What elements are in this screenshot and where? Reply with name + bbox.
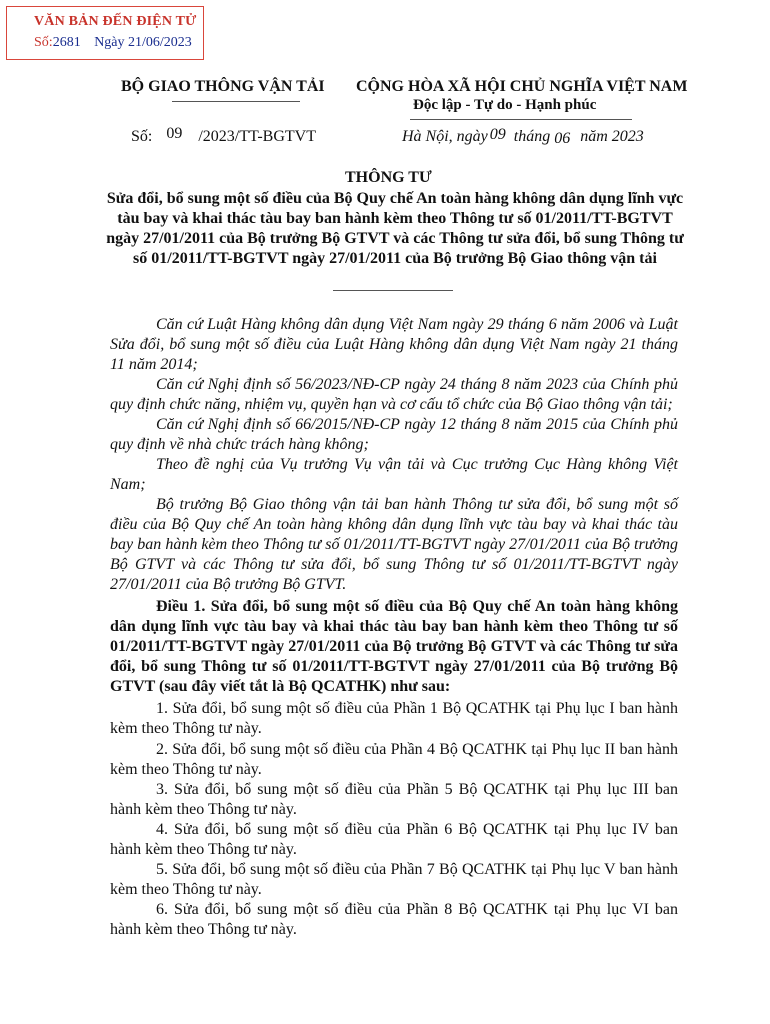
article-1-item: 4. Sửa đổi, bổ sung một số điều của Phần 6 Bộ QCATHK tại Phụ lục IV ban hành kèm theo Thông tư này. bbox=[110, 821, 678, 858]
document-number-label: Số: bbox=[131, 128, 153, 145]
preamble-clause: Theo đề nghị của Vụ trưởng Vụ vận tải và Cục trưởng Cục Hàng không Việt Nam; bbox=[110, 456, 678, 493]
preamble-clause: Căn cứ Nghị định số 66/2015/NĐ-CP ngày 12 tháng 8 năm 2015 của Chính phủ quy định về nhà chức trách hàng không; bbox=[110, 416, 678, 453]
document-type: THÔNG TƯ bbox=[345, 169, 432, 186]
national-title: CỘNG HÒA XÃ HỘI CHỦ NGHĨA VIỆT NAM bbox=[356, 78, 688, 95]
motto-underline bbox=[410, 119, 632, 120]
issue-month: 06 bbox=[554, 130, 571, 147]
document-number bbox=[131, 125, 316, 146]
preamble-clause: Bộ trưởng Bộ Giao thông vận tải ban hành Thông tư sửa đổi, bổ sung một số điều của Bộ Quy chế An toàn hàng không dân dụng lĩnh vực tàu bay và khai thác tàu bay ban hành kèm theo Thông tư số 01/2011/TT-BGTVT ngày 27/01/2011 của Bộ trưởng Bộ GTVT và các Thông tư sửa đổi, bổ sung Thông tư số 01/2011/TT-BGTVT ngày 27/01/2011 của Bộ trưởng Bộ GTVT. bbox=[110, 496, 678, 593]
document-number-value: 09 bbox=[166, 125, 183, 142]
stamp-date-group bbox=[94, 35, 192, 50]
document-number-suffix: /2023/TT-BGTVT bbox=[198, 128, 316, 145]
place-date-prefix: Hà Nội, ngày bbox=[402, 128, 488, 145]
article-1-item: 2. Sửa đổi, bổ sung một số điều của Phần 4 Bộ QCATHK tại Phụ lục II ban hành kèm theo Thông tư này. bbox=[110, 741, 678, 778]
article-1-item: 5. Sửa đổi, bổ sung một số điều của Phần 7 Bộ QCATHK tại Phụ lục V ban hành kèm theo Thông tư này. bbox=[110, 861, 678, 898]
issue-day: 09 bbox=[489, 126, 506, 143]
month-label: tháng bbox=[513, 128, 551, 145]
stamp-number-date bbox=[34, 35, 192, 51]
article-1-item: 1. Sửa đổi, bổ sung một số điều của Phần 1 Bộ QCATHK tại Phụ lục I ban hành kèm theo Thông tư này. bbox=[110, 700, 678, 737]
article-1-item: 6. Sửa đổi, bổ sung một số điều của Phần 8 Bộ QCATHK tại Phụ lục VI ban hành kèm theo Thông tư này. bbox=[110, 901, 678, 938]
article-1-heading: Điều 1. Sửa đổi, bổ sung một số điều của Bộ Quy chế An toàn hàng không dân dụng lĩnh vực tàu bay và khai thác tàu bay ban hành kèm theo Thông tư số 01/2011/TT-BGTVT ngày 27/01/2011 của Bộ trưởng Bộ GTVT và các Thông tư sửa đổi, bổ sung Thông tư số 01/2011/TT-BGTVT ngày 27/01/2011 của Bộ trưởng Bộ GTVT (sau đây viết tắt là Bộ QCATHK) như sau: bbox=[110, 598, 678, 695]
stamp-date: 21/06/2023 bbox=[128, 35, 192, 50]
document-summary: Sửa đổi, bổ sung một số điều của Bộ Quy chế An toàn hàng không dân dụng lĩnh vực tàu bay và khai thác tàu bay ban hành kèm theo Thông tư số 01/2011/TT-BGTVT ngày 27/01/2011 của Bộ trưởng Bộ GTVT và các Thông tư sửa đổi, bổ sung Thông tư số 01/2011/TT-BGTVT ngày 27/01/2011 của Bộ trưởng Bộ Giao thông vận tải bbox=[106, 190, 684, 267]
incoming-document-stamp bbox=[6, 6, 204, 60]
stamp-number-label: Số: bbox=[34, 35, 53, 50]
issuing-ministry: BỘ GIAO THÔNG VẬN TẢI bbox=[121, 78, 325, 95]
preamble-clause: Căn cứ Nghị định số 56/2023/NĐ-CP ngày 24 tháng 8 năm 2023 của Chính phủ quy định chức năng, nhiệm vụ, quyền hạn và cơ cấu tổ chức của Bộ Giao thông vận tải; bbox=[110, 376, 678, 413]
preamble-clause: Căn cứ Luật Hàng không dân dụng Việt Nam ngày 29 tháng 6 năm 2006 và Luật Sửa đổi, bổ sung một số điều của Luật Hàng không dân dụng Việt Nam ngày 21 tháng 11 năm 2014; bbox=[110, 316, 678, 373]
national-motto: Độc lập - Tự do - Hạnh phúc bbox=[413, 97, 597, 113]
year-label: năm 2023 bbox=[580, 128, 644, 145]
place-and-date bbox=[402, 128, 644, 146]
stamp-date-label: Ngày bbox=[94, 35, 125, 50]
title-underline bbox=[333, 290, 453, 291]
stamp-number: 2681 bbox=[52, 35, 81, 50]
stamp-title: VĂN BẢN ĐẾN ĐIỆN TỬ bbox=[34, 14, 197, 29]
article-1-item: 3. Sửa đổi, bổ sung một số điều của Phần 5 Bộ QCATHK tại Phụ lục III ban hành kèm theo Thông tư này. bbox=[110, 781, 678, 818]
ministry-underline bbox=[172, 101, 300, 102]
